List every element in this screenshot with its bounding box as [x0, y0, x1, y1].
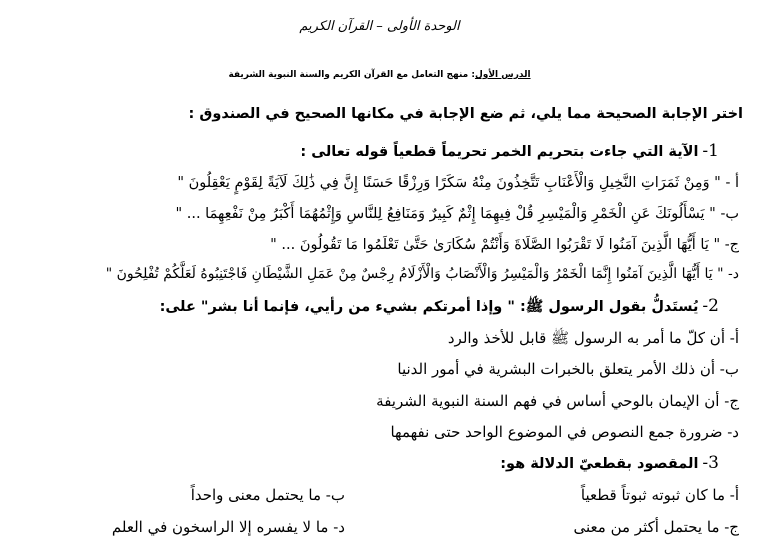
- question-number: 3-: [702, 453, 719, 473]
- question-1: [300, 140, 719, 163]
- lesson-text: منهج التعامل مع القرآن الكريم والسنة النبوية الشريفة: [228, 70, 472, 80]
- question-3: [500, 452, 719, 475]
- question-1-option-c: ج- " يَا أَيُّهَا الَّذِينَ آمَنُوا لَا تَقْرَبُوا الصَّلَاةَ وَأَنْتُمْ سُكَارَىٰ حَتَّىٰ تَعْلَمُوا مَا تَقُولُونَ ... ": [270, 237, 739, 253]
- question-1-option-b: ب- " يَسْأَلُونَكَ عَنِ الْخَمْرِ وَالْمَيْسِرِ قُلْ فِيهِمَا إِثْمٌ كَبِيرٌ وَمَنَافِعُ لِلنَّاسِ وَإِثْمُهُمَا أَكْبَرُ مِنْ نَفْعِهِمَا ... ": [175, 206, 739, 222]
- question-2-option-b: ب- أن ذلك الأمر يتعلق بالخبرات البشرية في أمور الدنيا: [397, 360, 739, 378]
- lesson-title: [0, 64, 759, 86]
- question-3-option-c: ج- ما يحتمل أكثر من معنى: [573, 518, 739, 536]
- instructions: اختر الإجابة الصحيحة مما يلي، ثم ضع الإجابة في مكانها الصحيح في الصندوق :: [188, 106, 743, 122]
- question-2-option-c: ج- أن الإيمان بالوحي أساس في فهم السنة النبوية الشريفة: [376, 392, 739, 410]
- lesson-colon: :: [471, 70, 475, 80]
- question-1-option-a: أ - " وَمِنْ ثَمَرَاتِ النَّخِيلِ وَالْأَعْنَابِ تَتَّخِذُونَ مِنْهُ سَكَرًا وَرِزْقًا حَسَنًا إِنَّ فِي ذَٰلِكَ لَآيَةً لِقَوْمٍ يَعْقِلُونَ ": [177, 175, 739, 191]
- question-2-option-d: د- ضرورة جمع النصوص في الموضوع الواحد حتى نفهمها: [390, 423, 739, 441]
- question-3-option-b: ب- ما يحتمل معنى واحداً: [190, 486, 345, 504]
- question-number: 1-: [702, 141, 719, 161]
- question-2-option-a: أ- أن كلّ ما أمر به الرسول ﷺ قابل للأخذ والرد: [447, 329, 739, 347]
- question-text: المقصود بقطعيّ الدلالة هو:: [500, 456, 699, 472]
- question-3-option-a: أ- ما كان ثبوته ثبوتاً قطعياً: [580, 486, 739, 504]
- question-3-option-d: د- ما لا يفسره إلا الراسخون في العلم: [111, 518, 345, 536]
- question-1-option-d: د- " يَا أَيُّهَا الَّذِينَ آمَنُوا إِنَّمَا الْخَمْرُ وَالْمَيْسِرُ وَالْأَنْصَابُ وَالْأَزْلَامُ رِجْسٌ مِنْ عَمَلِ الشَّيْطَانِ فَاجْتَنِبُوهُ لَعَلَّكُمْ تُفْلِحُونَ ": [105, 266, 739, 282]
- question-2: [160, 295, 719, 318]
- question-text: يُستَدلُّ بقول الرسول ﷺ: " وإذا أمرتكم بشيء من رأيي، فإنما أنا بشر" على:: [159, 299, 699, 315]
- lesson-label: الدرس الأول: [474, 70, 531, 80]
- unit-title: الوحدة الأولى – القرآن الكريم: [299, 19, 460, 34]
- question-text: الآية التي جاءت بتحريم الخمر تحريماً قطعياً قوله تعالى :: [300, 144, 699, 160]
- question-number: 2-: [702, 296, 719, 316]
